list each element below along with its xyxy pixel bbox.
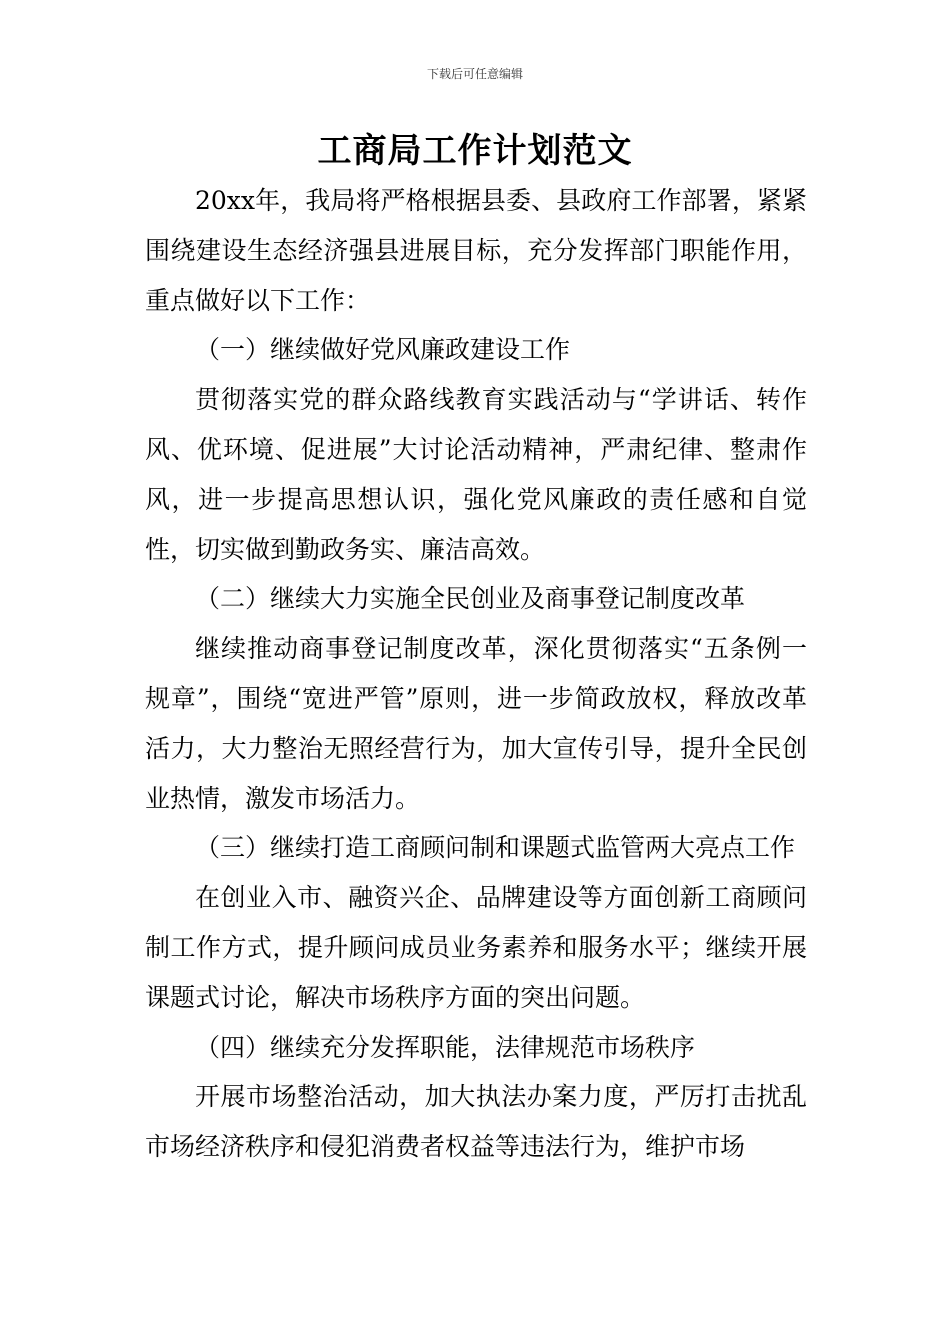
paragraph-2: 继续推动商事登记制度改革，深化贯彻落实“五条例一规章”，围绕“宽进严管”原则，进一步简政放权，释放改革活力，大力整治无照经营行为，加大宣传引导，提升全民创业热情，激发市场活力。 [145, 634, 807, 813]
section-heading-3: （三）继续打造工商顾问制和课题式监管两大亮点工作 [195, 833, 796, 863]
paragraph-3: 在创业入市、融资兴企、品牌建设等方面创新工商顾问制工作方式，提升顾问成员业务素养和服务水平；继续开展课题式讨论，解决市场秩序方面的突出问题。 [145, 883, 807, 1012]
paragraph-1: 贯彻落实党的群众路线教育实践活动与“学讲话、转作风、优环境、促进展”大讨论活动精神，严肃纪律、整肃作风，进一步提高思想认识，强化党风廉政的责任感和自觉性，切实做到勤政务实、廉洁高效。 [145, 385, 807, 564]
section-heading-1: （一）继续做好党风廉政建设工作 [195, 335, 571, 365]
paragraph-4: 开展市场整治活动，加大执法办案力度，严厉打击扰乱市场经济秩序和侵犯消费者权益等违法行为，维护市场 [145, 1082, 807, 1162]
section-heading-4: （四）继续充分发挥职能，法律规范市场秩序 [195, 1032, 696, 1062]
header-note: 下载后可任意编辑 [426, 67, 523, 81]
paragraph-intro: 20xx年，我局将严格根据县委、县政府工作部署，紧紧围绕建设生态经济强县进展目标，充分发挥部门职能作用，重点做好以下工作： [145, 186, 807, 315]
section-heading-2: （二）继续大力实施全民创业及商事登记制度改革 [195, 584, 746, 614]
document-title: 工商局工作计划范文 [317, 131, 633, 171]
document-body [145, 176, 807, 1172]
